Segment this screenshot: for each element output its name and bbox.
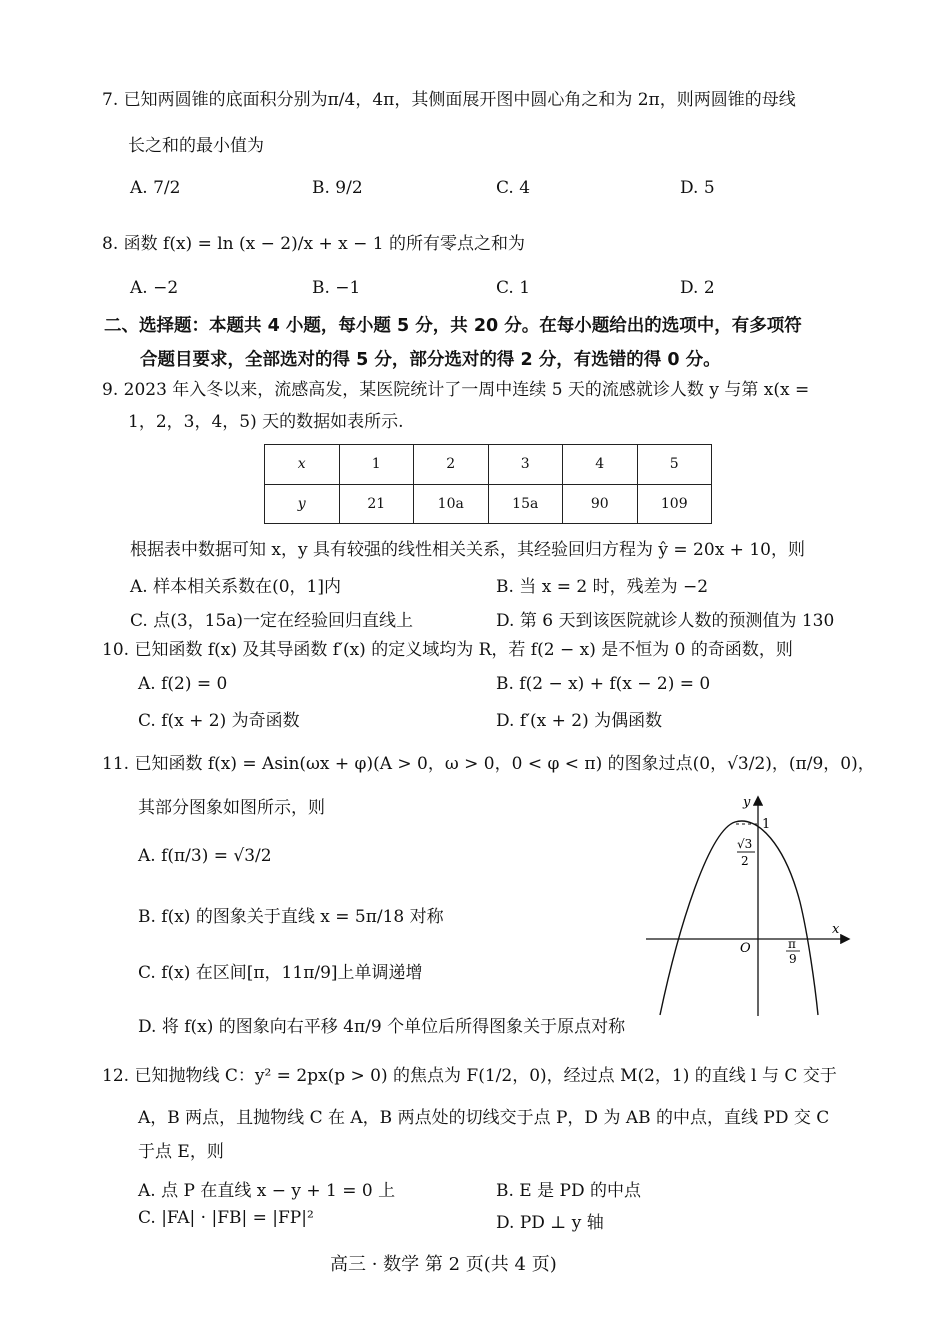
page-footer: 高三 · 数学 第 2 页(共 4 页)	[330, 1254, 557, 1275]
q9-option-a: A. 样本相关系数在(0，1]内	[130, 577, 341, 597]
q11-option-c: C. f(x) 在区间[π，11π/9]上单调递增	[138, 963, 423, 983]
q10-option-b: B. f(2 − x) + f(x − 2) = 0	[496, 674, 711, 694]
table-cell: 1	[339, 445, 414, 485]
table-row-x	[265, 445, 712, 485]
q8-option-d: D. 2	[680, 278, 715, 298]
table-cell: x	[265, 445, 340, 485]
section-2-heading-line2: 合题目要求，全部选对的得 5 分，部分选对的得 2 分，有选错的得 0 分。	[140, 350, 721, 370]
q12-stem-line3: 于点 E，则	[138, 1142, 224, 1162]
q7-option-b: B. 9/2	[312, 178, 363, 198]
one-label: 1	[762, 817, 771, 832]
sqrt3-label: √3	[737, 837, 753, 851]
section-2-heading-line1: 二、选择题：本题共 4 小题，每小题 5 分，共 20 分。在每小题给出的选项中，有多项符	[104, 316, 802, 336]
table-row-y	[265, 484, 712, 524]
q9-option-b: B. 当 x = 2 时，残差为 −2	[496, 577, 709, 597]
table-cell: 109	[637, 484, 712, 524]
table-cell: 5	[637, 445, 712, 485]
q9-stem-line2: 1，2，3，4，5) 天的数据如表所示.	[128, 412, 404, 432]
q10-option-d: D. f′(x + 2) 为偶函数	[496, 711, 663, 731]
two-label: 2	[741, 854, 749, 868]
y-axis-label: y	[743, 795, 751, 810]
q12-option-d: D. PD ⊥ y 轴	[496, 1213, 604, 1233]
table-cell: 2	[414, 445, 489, 485]
x-axis-label: x	[832, 922, 840, 937]
table-cell: y	[265, 484, 340, 524]
q7-option-d: D. 5	[680, 178, 715, 198]
q9-option-c: C. 点(3，15a)一定在经验回归直线上	[130, 611, 414, 631]
table-cell: 90	[563, 484, 638, 524]
q11-sine-graph	[640, 790, 860, 1020]
table-cell: 3	[488, 445, 563, 485]
q10-option-c: C. f(x + 2) 为奇函数	[138, 711, 300, 731]
q11-option-b: B. f(x) 的图象关于直线 x = 5π/18 对称	[138, 907, 444, 927]
q12-stem-line1: 12. 已知抛物线 C：y² = 2px(p > 0) 的焦点为 F(1/2，0)，经过点 M(2，1) 的直线 l 与 C 交于	[102, 1066, 837, 1086]
q8-option-a: A. −2	[130, 278, 179, 298]
table-cell: 15a	[488, 484, 563, 524]
q9-stem-line3: 根据表中数据可知 x，y 具有较强的线性相关关系，其经验回归方程为 ŷ = 20x + 10，则	[130, 540, 805, 560]
q11-stem-line1: 11. 已知函数 f(x) = Asin(ωx + φ)(A > 0，ω > 0，0 < φ < π) 的图象过点(0，√3/2)，(π/9，0)，	[102, 754, 875, 774]
q11-option-a: A. f(π/3) = √3/2	[138, 846, 272, 866]
q7-option-c: C. 4	[496, 178, 531, 198]
table-cell: 4	[563, 445, 638, 485]
q11-stem-line2: 其部分图象如图所示，则	[138, 798, 325, 818]
q12-stem-line2: A，B 两点，且抛物线 C 在 A，B 两点处的切线交于点 P，D 为 AB 的中点，直线 PD 交 C	[138, 1108, 830, 1128]
q9-data-table	[264, 444, 712, 524]
table-cell: 21	[339, 484, 414, 524]
origin-label: O	[740, 941, 751, 956]
nine-label: 9	[789, 952, 797, 966]
pi-label: π	[788, 937, 796, 951]
q7-stem-line2: 长之和的最小值为	[128, 136, 264, 156]
q8-option-c: C. 1	[496, 278, 531, 298]
table-cell: 10a	[414, 484, 489, 524]
q12-option-b: B. E 是 PD 的中点	[496, 1181, 641, 1201]
q7-stem-line1: 7. 已知两圆锥的底面积分别为π/4，4π，其侧面展开图中圆心角之和为 2π，则两圆锥的母线	[102, 90, 796, 110]
q12-option-c: C. |FA| · |FB| = |FP|²	[138, 1208, 314, 1228]
q7-option-a: A. 7/2	[130, 178, 181, 198]
q10-stem: 10. 已知函数 f(x) 及其导函数 f′(x) 的定义域均为 R，若 f(2 − x) 是不恒为 0 的奇函数，则	[102, 640, 793, 660]
q10-option-a: A. f(2) = 0	[138, 674, 228, 694]
q9-option-d: D. 第 6 天到该医院就诊人数的预测值为 130	[496, 611, 835, 631]
q8-stem: 8. 函数 f(x) = ln (x − 2)/x + x − 1 的所有零点之和为	[102, 234, 525, 254]
q11-option-d: D. 将 f(x) 的图象向右平移 4π/9 个单位后所得图象关于原点对称	[138, 1017, 626, 1037]
q12-option-a: A. 点 P 在直线 x − y + 1 = 0 上	[138, 1181, 396, 1201]
q9-stem-line1: 9. 2023 年入冬以来，流感高发，某医院统计了一周中连续 5 天的流感就诊人数 y 与第 x(x =	[102, 380, 810, 400]
q8-option-b: B. −1	[312, 278, 361, 298]
